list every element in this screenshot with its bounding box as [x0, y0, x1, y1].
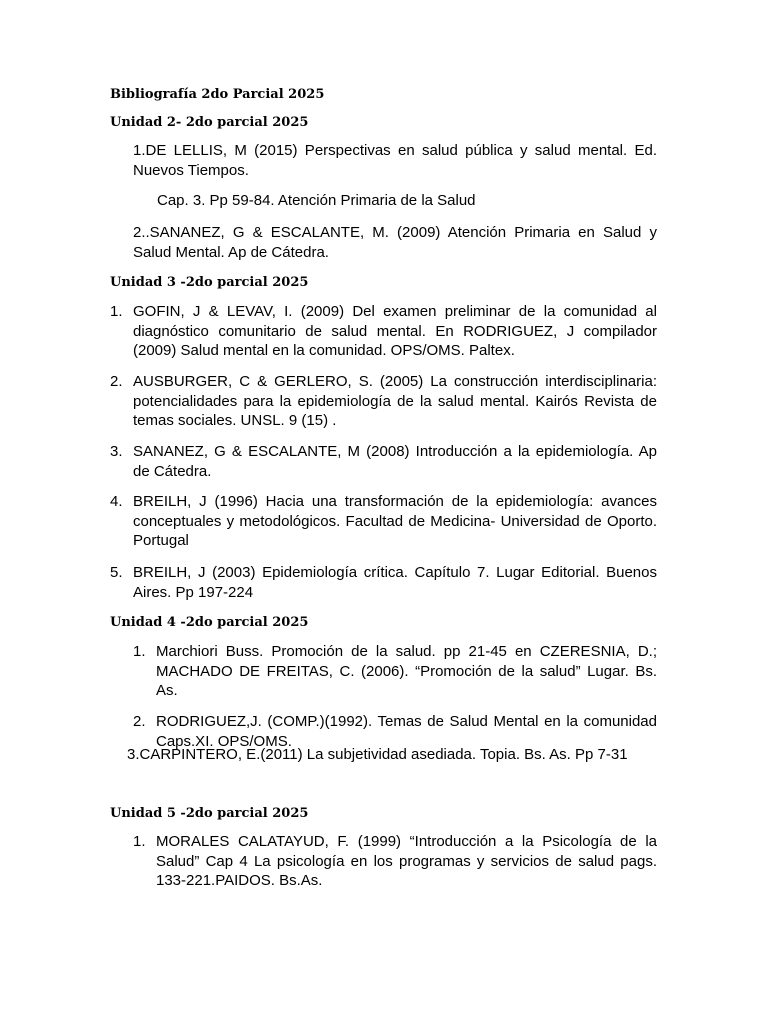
unit-3-ref-4-number: 4.	[110, 493, 123, 510]
document-title: Bibliografía 2do Parcial 2025	[110, 87, 325, 102]
unit-3-reference-1: GOFIN, J & LEVAV, I. (2009) Del examen preliminar de la comunidad al diagnóstico comunitario de salud mental. En RODRIGUEZ, J compilador (2009) Salud mental en la comunidad. OPS/OMS. Paltex.	[133, 303, 657, 359]
unit-3-reference-4: BREILH, J (1996) Hacia una transformación de la epidemiología: avances conceptuales y metodológicos. Facultad de Medicina- Universidad de Oporto. Portugal	[133, 493, 657, 549]
unit-3-ref-3-number: 3.	[110, 443, 123, 460]
unit-3-reference-3: SANANEZ, G & ESCALANTE, M (2008) Introducción a la epidemiología. Ap de Cátedra.	[133, 443, 657, 480]
unit-4-reference-2: RODRIGUEZ,J. (COMP.)(1992). Temas de Salud Mental en la comunidad Caps.XI. OPS/OMS.	[156, 713, 657, 750]
unit-4-reference-1: Marchiori Buss. Promoción de la salud. pp 21-45 en CZERESNIA, D.; MACHADO DE FREITAS, C. (2006). “Promoción de la salud” Lugar. Bs. As.	[156, 643, 657, 699]
unit-4-heading: Unidad 4 -2do parcial 2025	[110, 615, 309, 630]
unit-3-ref-5-number: 5.	[110, 564, 123, 581]
unit-3-reference-5: BREILH, J (2003) Epidemiología crítica. Capítulo 7. Lugar Editorial. Buenos Aires. Pp 197-224	[133, 564, 657, 601]
unit-5-reference-1: MORALES CALATAYUD, F. (1999) “Introducción a la Psicología de la Salud” Cap 4 La psicología en los programas y servicios de salud pags. 133-221.PAIDOS. Bs.As.	[156, 833, 657, 889]
unit-4-reference-3: 3.CARPINTERO, E.(2011) La subjetividad asediada. Topia. Bs. As. Pp 7-31	[127, 746, 628, 763]
unit-5-heading: Unidad 5 -2do parcial 2025	[110, 806, 309, 821]
unit-2-reference-1: 1.DE LELLIS, M (2015) Perspectivas en salud pública y salud mental. Ed. Nuevos Tiempos.	[133, 142, 657, 179]
unit-2-heading: Unidad 2- 2do parcial 2025	[110, 115, 309, 130]
unit-4-ref-1-number: 1.	[133, 643, 146, 660]
unit-3-heading: Unidad 3 -2do parcial 2025	[110, 275, 309, 290]
unit-2-reference-1-chapter: Cap. 3. Pp 59-84. Atención Primaria de la Salud	[157, 192, 476, 209]
unit-4-ref-2-number: 2.	[133, 713, 146, 730]
unit-3-ref-1-number: 1.	[110, 303, 123, 320]
unit-5-ref-1-number: 1.	[133, 833, 146, 850]
unit-3-ref-2-number: 2.	[110, 373, 123, 390]
unit-3-reference-2: AUSBURGER, C & GERLERO, S. (2005) La construcción interdisciplinaria: potencialidades para la epidemiología de la salud mental. Kairós Revista de temas sociales. UNSL. 9 (15) .	[133, 373, 657, 429]
unit-2-reference-2: 2..SANANEZ, G & ESCALANTE, M. (2009) Atención Primaria en Salud y Salud Mental. Ap de Cátedra.	[133, 224, 657, 261]
